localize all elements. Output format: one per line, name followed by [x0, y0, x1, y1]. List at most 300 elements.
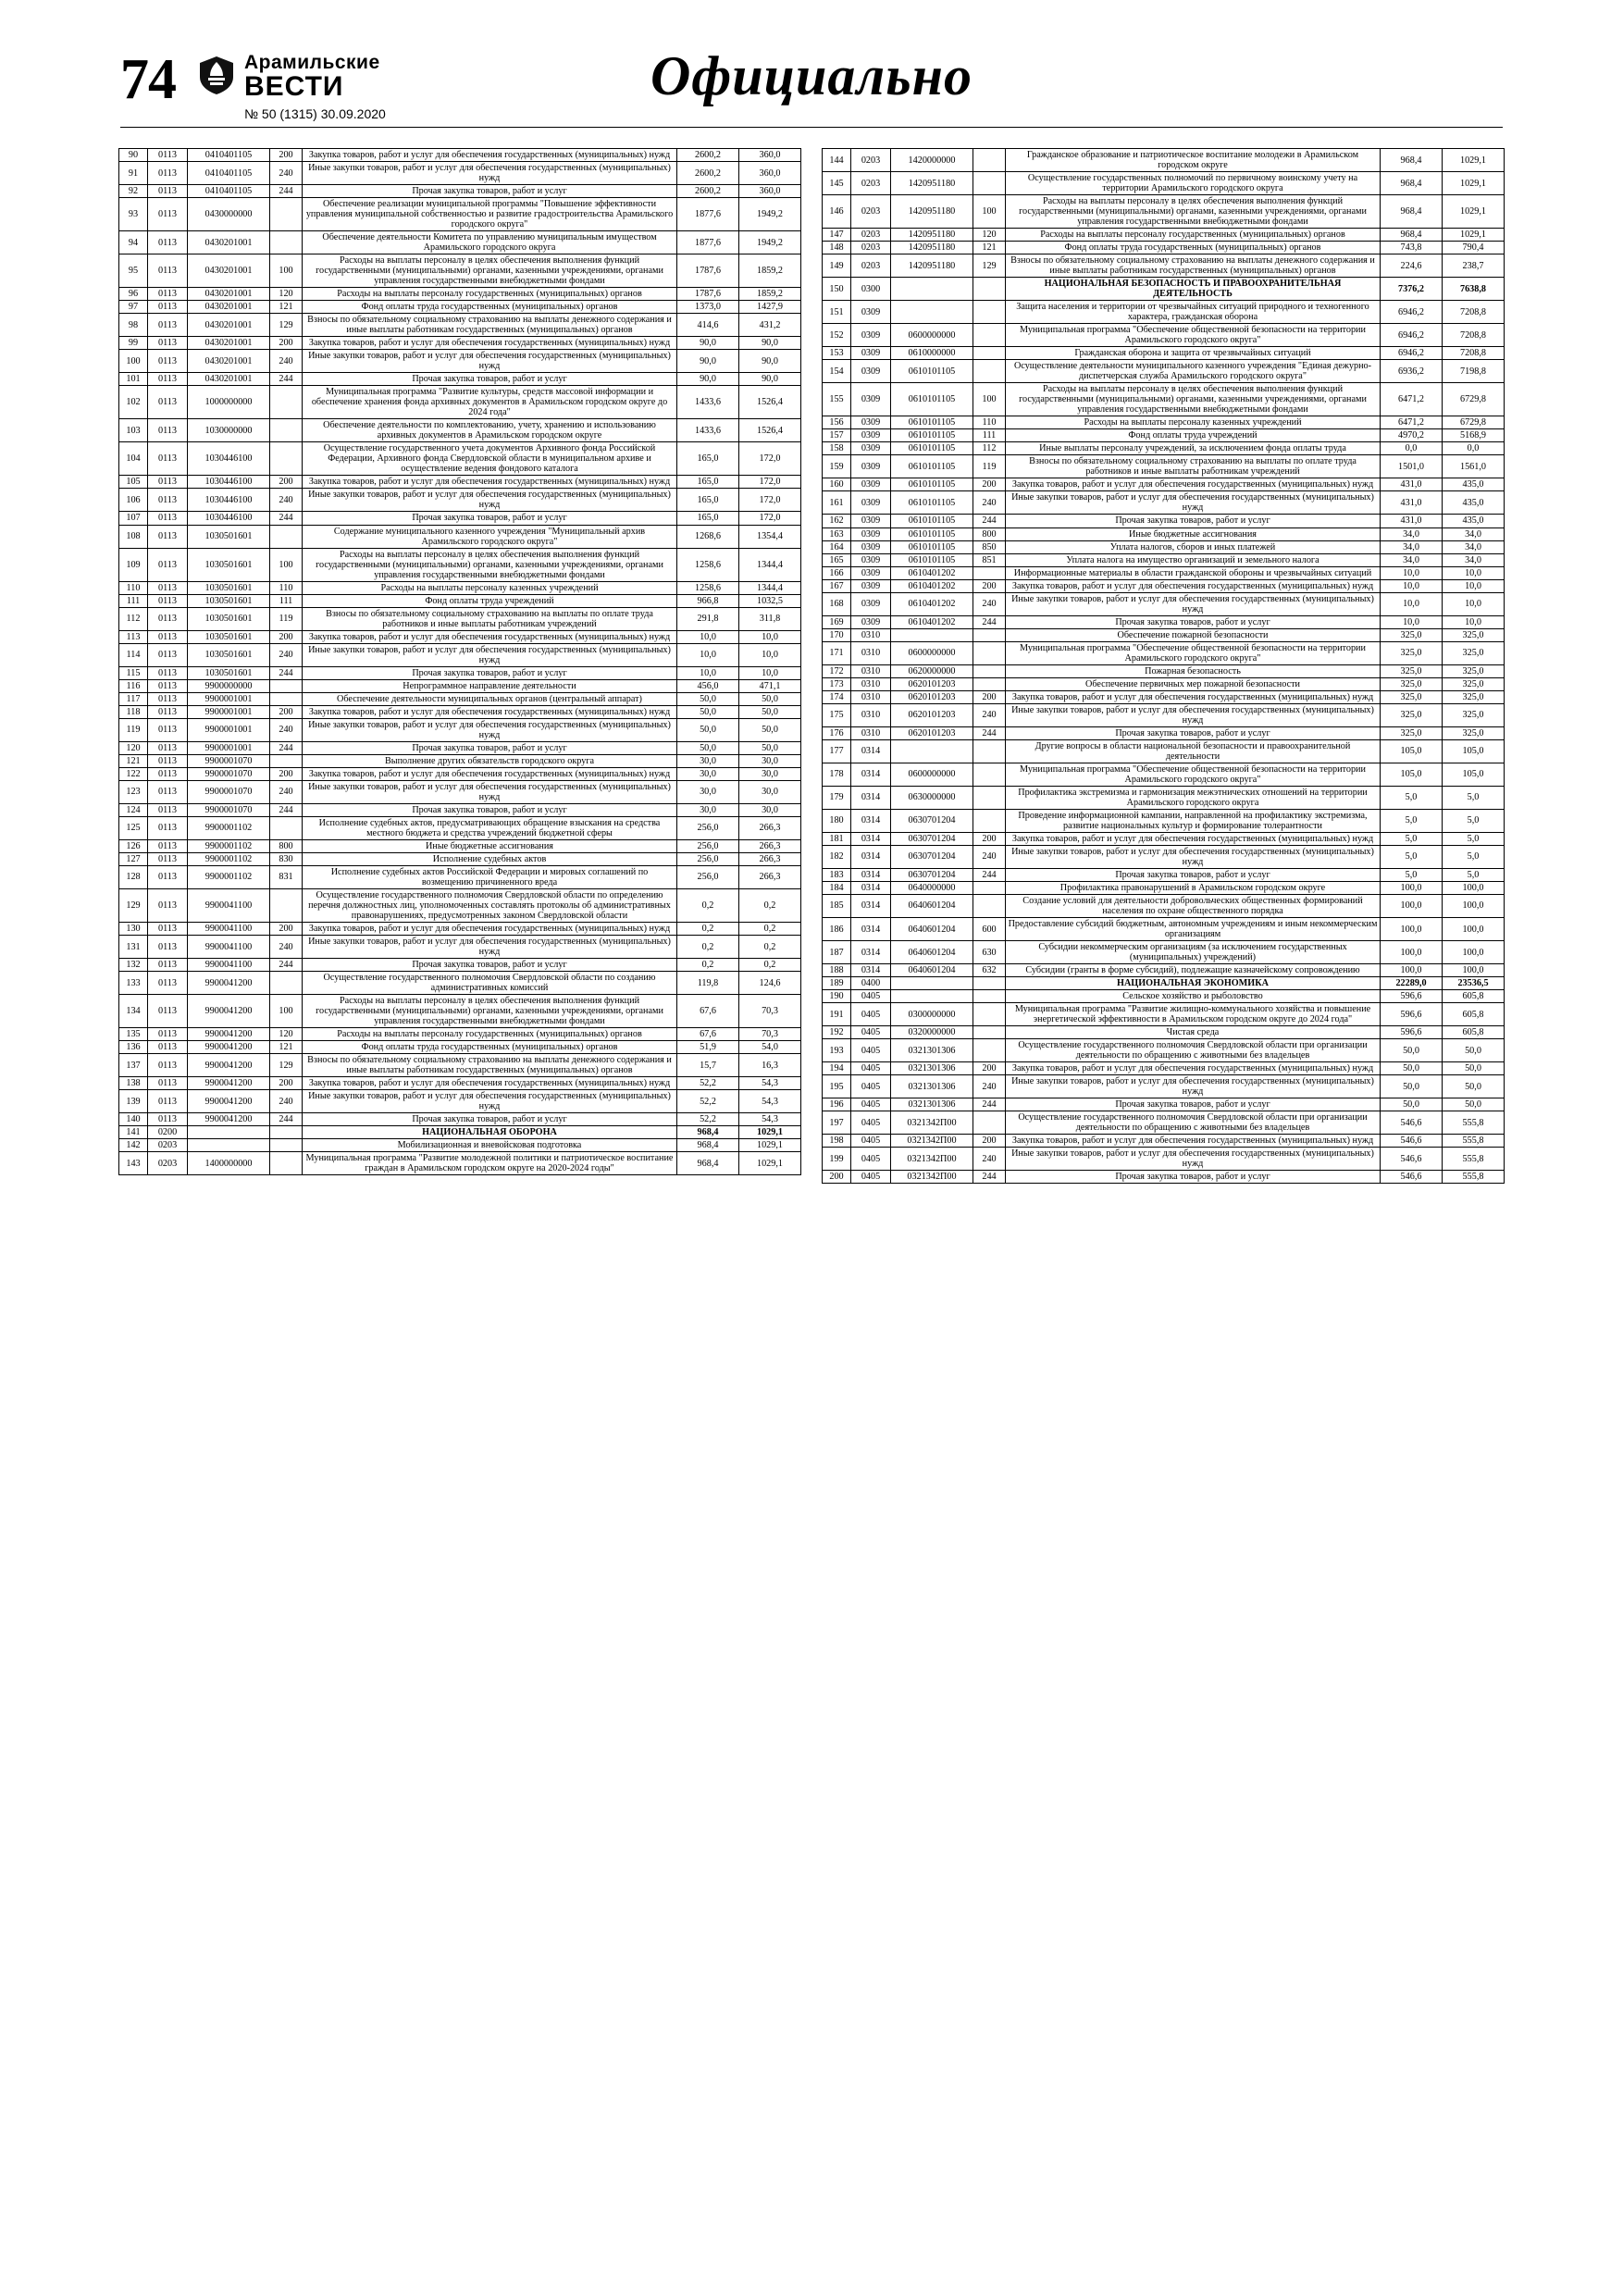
- row-number: 142: [119, 1139, 148, 1152]
- amount-year-1: 100,0: [1381, 918, 1443, 941]
- item-name: Закупка товаров, работ и услуг для обеспечения государственных (муниципальных) нужд: [303, 1077, 677, 1090]
- amount-year-2: 172,0: [739, 476, 801, 489]
- item-name: Муниципальная программа "Развитие жилищно-коммунального хозяйства и повышение энергетической эффективности в Арамильском городском округе до 2024 года": [1006, 1003, 1381, 1026]
- row-number: 164: [823, 540, 851, 553]
- row-number: 124: [119, 803, 148, 816]
- item-name: Расходы на выплаты персоналу казенных учреждений: [303, 581, 677, 594]
- amount-year-2: 1561,0: [1443, 455, 1505, 478]
- target-code: 0600000000: [891, 763, 973, 786]
- table-row: [823, 1171, 1505, 1184]
- target-code: 0321301306: [891, 1039, 973, 1062]
- amount-year-2: 70,3: [739, 1028, 801, 1041]
- item-name: НАЦИОНАЛЬНАЯ ОБОРОНА: [303, 1126, 677, 1139]
- amount-year-1: 10,0: [677, 643, 739, 666]
- table-row: [823, 1148, 1505, 1171]
- table-row: [119, 780, 801, 803]
- item-name: Расходы на выплаты персоналу в целях обеспечения выполнения функций государственными (муниципальными) органами, казенными учреждениями, органами управления государственными внебюджетными фондами: [303, 254, 677, 288]
- table-row: [823, 990, 1505, 1003]
- expense-type-code: 800: [270, 839, 303, 852]
- amount-year-1: 50,0: [1381, 1039, 1443, 1062]
- table-row: [119, 852, 801, 865]
- amount-year-2: 266,3: [739, 839, 801, 852]
- amount-year-1: 67,6: [677, 995, 739, 1028]
- item-name: Иные закупки товаров, работ и услуг для обеспечения государственных (муниципальных) нужд: [303, 162, 677, 185]
- row-number: 134: [119, 995, 148, 1028]
- target-code: 0430201001: [188, 350, 270, 373]
- target-code: 0321342П00: [891, 1135, 973, 1148]
- target-code: 9900001102: [188, 852, 270, 865]
- amount-year-1: 1258,6: [677, 548, 739, 581]
- table-row: [823, 515, 1505, 527]
- target-code: 9900001070: [188, 803, 270, 816]
- expense-type-code: 800: [973, 527, 1006, 540]
- table-row: [119, 959, 801, 972]
- table-row: [119, 972, 801, 995]
- target-code: [891, 990, 973, 1003]
- row-number: 111: [119, 594, 148, 607]
- amount-year-1: 968,4: [1381, 229, 1443, 242]
- amount-year-2: 325,0: [1443, 690, 1505, 703]
- target-code: 1030501601: [188, 548, 270, 581]
- section-code: 0300: [851, 278, 891, 301]
- amount-year-2: 50,0: [1443, 1062, 1505, 1075]
- target-code: 0430201001: [188, 288, 270, 301]
- amount-year-2: 1949,2: [739, 198, 801, 231]
- amount-year-1: 596,6: [1381, 1003, 1443, 1026]
- section-code: 0405: [851, 1135, 891, 1148]
- expense-type-code: [973, 786, 1006, 809]
- target-code: 9900041200: [188, 1113, 270, 1126]
- table-row: [119, 803, 801, 816]
- item-name: Непрограммное направление деятельности: [303, 679, 677, 692]
- item-name: Исполнение судебных актов, предусматривающих обращение взыскания на средства местного бюджета и средства учреждений бюджетной сферы: [303, 816, 677, 839]
- expense-type-code: 200: [973, 1062, 1006, 1075]
- amount-year-1: 256,0: [677, 816, 739, 839]
- section-code: 0113: [148, 607, 188, 630]
- section-code: 0405: [851, 1003, 891, 1026]
- amount-year-1: 90,0: [677, 373, 739, 386]
- row-number: 198: [823, 1135, 851, 1148]
- expense-type-code: 121: [270, 301, 303, 314]
- row-number: 191: [823, 1003, 851, 1026]
- item-name: Закупка товаров, работ и услуг для обеспечения государственных (муниципальных) нужд: [1006, 832, 1381, 845]
- target-code: 1030501601: [188, 594, 270, 607]
- amount-year-1: 105,0: [1381, 763, 1443, 786]
- expense-type-code: [270, 1126, 303, 1139]
- table-row: [823, 739, 1505, 763]
- target-code: 1030000000: [188, 419, 270, 442]
- target-code: 0430201001: [188, 301, 270, 314]
- item-name: Расходы на выплаты персоналу в целях обеспечения выполнения функций государственными (муниципальными) органами, казенными учреждениями, органами управления государственными внебюджетными фондами: [303, 995, 677, 1028]
- expense-type-code: 100: [973, 383, 1006, 416]
- item-name: Расходы на выплаты персоналу в целях обеспечения выполнения функций государственными (муниципальными) органами, казенными учреждениями, органами управления государственными внебюджетными фондами: [303, 548, 677, 581]
- section-code: 0310: [851, 641, 891, 664]
- expense-type-code: 100: [973, 195, 1006, 229]
- amount-year-2: 325,0: [1443, 628, 1505, 641]
- item-name: Иные закупки товаров, работ и услуг для обеспечения государственных (муниципальных) нужд: [303, 718, 677, 741]
- amount-year-1: 325,0: [1381, 628, 1443, 641]
- item-name: Иные бюджетные ассигнования: [303, 839, 677, 852]
- item-name: НАЦИОНАЛЬНАЯ ЭКОНОМИКА: [1006, 977, 1381, 990]
- table-row: [823, 977, 1505, 990]
- item-name: Фонд оплаты труда государственных (муниципальных) органов: [303, 1041, 677, 1054]
- table-row: [119, 1041, 801, 1054]
- target-code: 0610101105: [891, 491, 973, 515]
- table-row: [119, 386, 801, 419]
- item-name: Иные закупки товаров, работ и услуг для обеспечения государственных (муниципальных) нужд: [1006, 1148, 1381, 1171]
- table-row: [119, 254, 801, 288]
- amount-year-2: 555,8: [1443, 1111, 1505, 1135]
- expense-type-code: 119: [973, 455, 1006, 478]
- section-code: 0113: [148, 692, 188, 705]
- item-name: Закупка товаров, работ и услуг для обеспечения государственных (муниципальных) нужд: [1006, 579, 1381, 592]
- amount-year-2: 54,3: [739, 1113, 801, 1126]
- amount-year-1: 5,0: [1381, 868, 1443, 881]
- amount-year-1: 968,4: [1381, 149, 1443, 172]
- amount-year-1: 30,0: [677, 754, 739, 767]
- expense-type-code: [973, 739, 1006, 763]
- target-code: 9900041200: [188, 1041, 270, 1054]
- row-number: 141: [119, 1126, 148, 1139]
- item-name: Информационные материалы в области гражданской обороны и чрезвычайных ситуаций: [1006, 566, 1381, 579]
- table-row: [823, 690, 1505, 703]
- amount-year-2: 5,0: [1443, 786, 1505, 809]
- expense-type-code: 240: [270, 1090, 303, 1113]
- amount-year-1: 34,0: [1381, 540, 1443, 553]
- expense-type-code: 600: [973, 918, 1006, 941]
- row-number: 93: [119, 198, 148, 231]
- table-row: [823, 416, 1505, 429]
- table-row: [823, 254, 1505, 278]
- section-code: 0310: [851, 703, 891, 726]
- amount-year-1: 7376,2: [1381, 278, 1443, 301]
- table-row: [119, 995, 801, 1028]
- amount-year-2: 0,0: [1443, 442, 1505, 455]
- item-name: Обеспечение деятельности по комплектованию, учету, хранению и использованию архивных документов в Арамильском городском округе: [303, 419, 677, 442]
- row-number: 115: [119, 666, 148, 679]
- item-name: Закупка товаров, работ и услуг для обеспечения государственных (муниципальных) нужд: [303, 149, 677, 162]
- expense-type-code: 240: [270, 489, 303, 512]
- row-number: 120: [119, 741, 148, 754]
- target-code: 0610101105: [891, 442, 973, 455]
- table-row: [823, 149, 1505, 172]
- section-code: 0405: [851, 1171, 891, 1184]
- expense-type-code: 244: [270, 373, 303, 386]
- item-name: Иные закупки товаров, работ и услуг для обеспечения государственных (муниципальных) нужд: [303, 350, 677, 373]
- target-code: 0430201001: [188, 254, 270, 288]
- amount-year-1: 968,4: [1381, 172, 1443, 195]
- expense-type-code: 244: [270, 185, 303, 198]
- table-row: [823, 347, 1505, 360]
- amount-year-2: 90,0: [739, 350, 801, 373]
- target-code: 9900041200: [188, 995, 270, 1028]
- section-code: 0405: [851, 1026, 891, 1039]
- amount-year-2: 790,4: [1443, 242, 1505, 254]
- amount-year-1: 1787,6: [677, 288, 739, 301]
- table-row: [823, 324, 1505, 347]
- amount-year-1: 968,4: [677, 1139, 739, 1152]
- item-name: Обеспечение деятельности Комитета по управлению муниципальным имуществом Арамильского городского округа: [303, 231, 677, 254]
- expense-type-code: 200: [973, 478, 1006, 491]
- target-code: 9900041100: [188, 923, 270, 936]
- table-row: [119, 1054, 801, 1077]
- section-code: 0203: [851, 229, 891, 242]
- expense-type-code: [270, 386, 303, 419]
- section-code: 0310: [851, 726, 891, 739]
- section-code: 0310: [851, 677, 891, 690]
- amount-year-2: 1344,4: [739, 548, 801, 581]
- item-name: Закупка товаров, работ и услуг для обеспечения государственных (муниципальных) нужд: [1006, 478, 1381, 491]
- section-code: 0309: [851, 442, 891, 455]
- target-code: 9900001070: [188, 780, 270, 803]
- expense-type-code: 120: [973, 229, 1006, 242]
- table-row: [119, 419, 801, 442]
- target-code: 0430201001: [188, 231, 270, 254]
- target-code: [891, 739, 973, 763]
- item-name: Расходы на выплаты персоналу государственных (муниципальных) органов: [303, 1028, 677, 1041]
- target-code: 9900001102: [188, 839, 270, 852]
- table-row: [119, 301, 801, 314]
- expense-type-code: [973, 172, 1006, 195]
- amount-year-1: 431,0: [1381, 491, 1443, 515]
- item-name: Исполнение судебных актов Российской Федерации и мировых соглашений по возмещению причиненного вреда: [303, 865, 677, 888]
- section-code: 0113: [148, 1028, 188, 1041]
- table-row: [119, 888, 801, 922]
- amount-year-1: 325,0: [1381, 677, 1443, 690]
- section-code: 0203: [851, 195, 891, 229]
- table-row: [823, 442, 1505, 455]
- item-name: Осуществление государственного полномочия Свердловской области при организации деятельности по обращению с животными без владельцев: [1006, 1039, 1381, 1062]
- section-code: 0113: [148, 288, 188, 301]
- table-row: [823, 172, 1505, 195]
- amount-year-1: 596,6: [1381, 990, 1443, 1003]
- row-number: 135: [119, 1028, 148, 1041]
- table-row: [823, 641, 1505, 664]
- target-code: 0410401105: [188, 185, 270, 198]
- section-title: Официально: [650, 45, 973, 106]
- amount-year-1: 10,0: [1381, 592, 1443, 615]
- target-code: 1030446100: [188, 489, 270, 512]
- item-name: Осуществление государственного полномочия Свердловской области по определению перечня должностных лиц, уполномоченных составлять протоколы об административных правонарушениях, предусмотренных законом Свердловской области: [303, 888, 677, 922]
- item-name: Гражданское образование и патриотическое воспитание молодежи в Арамильском городском округе: [1006, 149, 1381, 172]
- target-code: 0630701204: [891, 845, 973, 868]
- item-name: Закупка товаров, работ и услуг для обеспечения государственных (муниципальных) нужд: [1006, 1135, 1381, 1148]
- item-name: Другие вопросы в области национальной безопасности и правоохранительной деятельности: [1006, 739, 1381, 763]
- expense-type-code: [270, 1152, 303, 1175]
- amount-year-1: 5,0: [1381, 786, 1443, 809]
- expense-type-code: [973, 360, 1006, 383]
- section-code: 0113: [148, 803, 188, 816]
- table-row: [823, 1062, 1505, 1075]
- table-row: [119, 1028, 801, 1041]
- row-number: 197: [823, 1111, 851, 1135]
- expense-type-code: 240: [270, 643, 303, 666]
- section-code: 0113: [148, 162, 188, 185]
- row-number: 91: [119, 162, 148, 185]
- section-code: 0113: [148, 959, 188, 972]
- amount-year-2: 100,0: [1443, 918, 1505, 941]
- target-code: 0321301306: [891, 1062, 973, 1075]
- section-code: 0314: [851, 881, 891, 894]
- row-number: 153: [823, 347, 851, 360]
- amount-year-1: 100,0: [1381, 941, 1443, 964]
- section-code: 0309: [851, 615, 891, 628]
- amount-year-1: 256,0: [677, 865, 739, 888]
- amount-year-1: 30,0: [677, 780, 739, 803]
- section-code: 0314: [851, 941, 891, 964]
- amount-year-2: 266,3: [739, 865, 801, 888]
- target-code: [891, 278, 973, 301]
- table-row: [823, 881, 1505, 894]
- row-number: 118: [119, 705, 148, 718]
- expense-type-code: 240: [270, 780, 303, 803]
- row-number: 145: [823, 172, 851, 195]
- item-name: Пожарная безопасность: [1006, 664, 1381, 677]
- row-number: 159: [823, 455, 851, 478]
- amount-year-2: 100,0: [1443, 964, 1505, 977]
- target-code: [891, 977, 973, 990]
- row-number: 200: [823, 1171, 851, 1184]
- section-code: 0314: [851, 786, 891, 809]
- issue-line: № 50 (1315) 30.09.2020: [244, 106, 386, 121]
- section-code: 0309: [851, 429, 891, 442]
- item-name: НАЦИОНАЛЬНАЯ БЕЗОПАСНОСТЬ И ПРАВООХРАНИТЕЛЬНАЯ ДЕЯТЕЛЬНОСТЬ: [1006, 278, 1381, 301]
- item-name: Расходы на выплаты персоналу государственных (муниципальных) органов: [1006, 229, 1381, 242]
- table-row: [823, 664, 1505, 677]
- row-number: 160: [823, 478, 851, 491]
- table-row: [119, 923, 801, 936]
- expense-type-code: 630: [973, 941, 1006, 964]
- target-code: 9900041100: [188, 936, 270, 959]
- amount-year-2: 1029,1: [739, 1139, 801, 1152]
- amount-year-2: 555,8: [1443, 1148, 1505, 1171]
- amount-year-2: 325,0: [1443, 664, 1505, 677]
- row-number: 110: [119, 581, 148, 594]
- section-code: 0113: [148, 149, 188, 162]
- amount-year-1: 2600,2: [677, 162, 739, 185]
- right-column: [822, 148, 1505, 1184]
- item-name: Взносы по обязательному социальному страхованию на выплаты денежного содержания и иные выплаты работникам государственных (муниципальных) органов: [303, 314, 677, 337]
- target-code: 9900041100: [188, 888, 270, 922]
- amount-year-2: 172,0: [739, 512, 801, 525]
- expense-type-code: 244: [973, 615, 1006, 628]
- table-row: [119, 581, 801, 594]
- expense-type-code: 244: [973, 726, 1006, 739]
- table-row: [119, 185, 801, 198]
- row-number: 189: [823, 977, 851, 990]
- row-number: 187: [823, 941, 851, 964]
- row-number: 122: [119, 767, 148, 780]
- expense-type-code: 244: [270, 512, 303, 525]
- amount-year-1: 51,9: [677, 1041, 739, 1054]
- target-code: 1030501601: [188, 666, 270, 679]
- amount-year-2: 431,2: [739, 314, 801, 337]
- left-column: [118, 148, 801, 1184]
- amount-year-2: 50,0: [1443, 1098, 1505, 1111]
- amount-year-1: 968,4: [677, 1126, 739, 1139]
- expense-type-code: 244: [270, 741, 303, 754]
- target-code: 0610401202: [891, 592, 973, 615]
- target-code: 1030501601: [188, 525, 270, 548]
- amount-year-1: 256,0: [677, 852, 739, 865]
- item-name: Прочая закупка товаров, работ и услуг: [1006, 1171, 1381, 1184]
- row-number: 107: [119, 512, 148, 525]
- row-number: 125: [119, 816, 148, 839]
- expense-type-code: 244: [973, 515, 1006, 527]
- amount-year-1: 325,0: [1381, 664, 1443, 677]
- section-code: 0309: [851, 455, 891, 478]
- amount-year-1: 546,6: [1381, 1111, 1443, 1135]
- section-code: 0310: [851, 664, 891, 677]
- row-number: 156: [823, 416, 851, 429]
- target-code: 0640601204: [891, 941, 973, 964]
- amount-year-1: 2600,2: [677, 185, 739, 198]
- row-number: 151: [823, 301, 851, 324]
- row-number: 162: [823, 515, 851, 527]
- target-code: 0600000000: [891, 641, 973, 664]
- expense-type-code: 200: [270, 705, 303, 718]
- row-number: 108: [119, 525, 148, 548]
- expense-type-code: 129: [973, 254, 1006, 278]
- expense-type-code: 120: [270, 1028, 303, 1041]
- target-code: 0610101105: [891, 383, 973, 416]
- item-name: Взносы по обязательному социальному страхованию на выплаты денежного содержания и иные выплаты работникам государственных (муниципальных) органов: [303, 1054, 677, 1077]
- item-name: Предоставление субсидий бюджетным, автономным учреждениям и иным некоммерческим организациям: [1006, 918, 1381, 941]
- amount-year-2: 105,0: [1443, 763, 1505, 786]
- amount-year-2: 435,0: [1443, 515, 1505, 527]
- section-code: 0113: [148, 301, 188, 314]
- table-row: [119, 512, 801, 525]
- expense-type-code: [973, 1026, 1006, 1039]
- row-number: 152: [823, 324, 851, 347]
- target-code: 0630701204: [891, 832, 973, 845]
- amount-year-2: 1859,2: [739, 254, 801, 288]
- row-number: 157: [823, 429, 851, 442]
- amount-year-2: 100,0: [1443, 894, 1505, 917]
- section-code: 0113: [148, 754, 188, 767]
- expense-type-code: [973, 809, 1006, 832]
- table-row: [823, 845, 1505, 868]
- amount-year-1: 1877,6: [677, 198, 739, 231]
- table-row: [119, 314, 801, 337]
- section-code: 0113: [148, 1041, 188, 1054]
- row-number: 199: [823, 1148, 851, 1171]
- target-code: 9900001001: [188, 741, 270, 754]
- row-number: 176: [823, 726, 851, 739]
- target-code: 0610101105: [891, 527, 973, 540]
- amount-year-1: 968,4: [677, 1152, 739, 1175]
- row-number: 143: [119, 1152, 148, 1175]
- expense-type-code: 111: [973, 429, 1006, 442]
- section-code: 0113: [148, 888, 188, 922]
- item-name: Уплата налогов, сборов и иных платежей: [1006, 540, 1381, 553]
- item-name: Субсидии некоммерческим организациям (за исключением государственных (муниципальных) учреждений): [1006, 941, 1381, 964]
- item-name: Закупка товаров, работ и услуг для обеспечения государственных (муниципальных) нужд: [1006, 1062, 1381, 1075]
- row-number: 99: [119, 337, 148, 350]
- target-code: 9900041100: [188, 959, 270, 972]
- section-code: 0309: [851, 592, 891, 615]
- target-code: 9900001070: [188, 767, 270, 780]
- amount-year-1: 291,8: [677, 607, 739, 630]
- table-row: [119, 1139, 801, 1152]
- amount-year-2: 1029,1: [1443, 149, 1505, 172]
- target-code: 0610101105: [891, 515, 973, 527]
- expense-type-code: [270, 419, 303, 442]
- expense-type-code: 240: [270, 350, 303, 373]
- amount-year-2: 605,8: [1443, 1026, 1505, 1039]
- table-row: [823, 1135, 1505, 1148]
- item-name: Закупка товаров, работ и услуг для обеспечения государственных (муниципальных) нужд: [303, 767, 677, 780]
